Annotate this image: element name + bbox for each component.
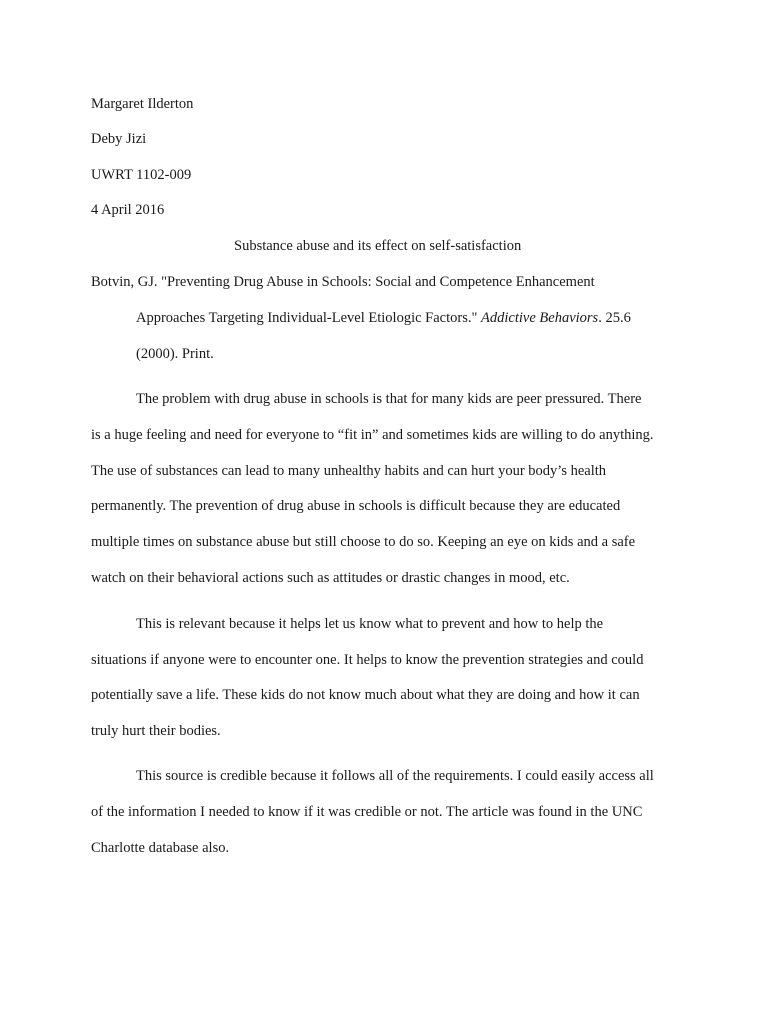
- paragraph-line: truly hurt their bodies.: [91, 723, 221, 739]
- journal-title: Addictive Behaviors: [481, 310, 599, 326]
- paragraph-line: of the information I needed to know if it was credible or not. The article was found in the UNC: [91, 804, 643, 820]
- date: 4 April 2016: [91, 202, 165, 218]
- paper-title: Substance abuse and its effect on self-satisfaction: [234, 238, 522, 254]
- paragraph-line: This is relevant because it helps let us know what to prevent and how to help the: [136, 616, 604, 632]
- citation-line-2: [136, 309, 631, 327]
- paragraph-line: is a huge feeling and need for everyone to “fit in” and sometimes kids are willing to do anything.: [91, 427, 654, 443]
- citation-line-1: Botvin, GJ. "Preventing Drug Abuse in Schools: Social and Competence Enhancement: [91, 274, 595, 290]
- citation-volume: . 25.6: [598, 310, 631, 326]
- student-name: Margaret Ilderton: [91, 96, 194, 112]
- paragraph-line: potentially save a life. These kids do not know much about what they are doing and how it can: [91, 687, 640, 703]
- citation-line-3: (2000). Print.: [136, 346, 214, 362]
- paragraph-line: This source is credible because it follows all of the requirements. I could easily access all: [136, 768, 654, 784]
- paragraph-line: The use of substances can lead to many unhealthy habits and can hurt your body’s health: [91, 463, 607, 479]
- paragraph-line: multiple times on substance abuse but still choose to do so. Keeping an eye on kids and a safe: [91, 534, 636, 550]
- course-code: UWRT 1102-009: [91, 167, 192, 183]
- citation-line-2-text: Approaches Targeting Individual-Level Etiologic Factors.": [136, 310, 482, 326]
- paragraph-line: permanently. The prevention of drug abuse in schools is difficult because they are educated: [91, 498, 621, 514]
- paragraph-line: situations if anyone were to encounter one. It helps to know the prevention strategies and could: [91, 652, 644, 668]
- paragraph-line: Charlotte database also.: [91, 840, 230, 856]
- paragraph-line: watch on their behavioral actions such as attitudes or drastic changes in mood, etc.: [91, 570, 570, 586]
- paragraph-line: The problem with drug abuse in schools is that for many kids are peer pressured. There: [136, 391, 642, 407]
- instructor-name: Deby Jizi: [91, 131, 147, 147]
